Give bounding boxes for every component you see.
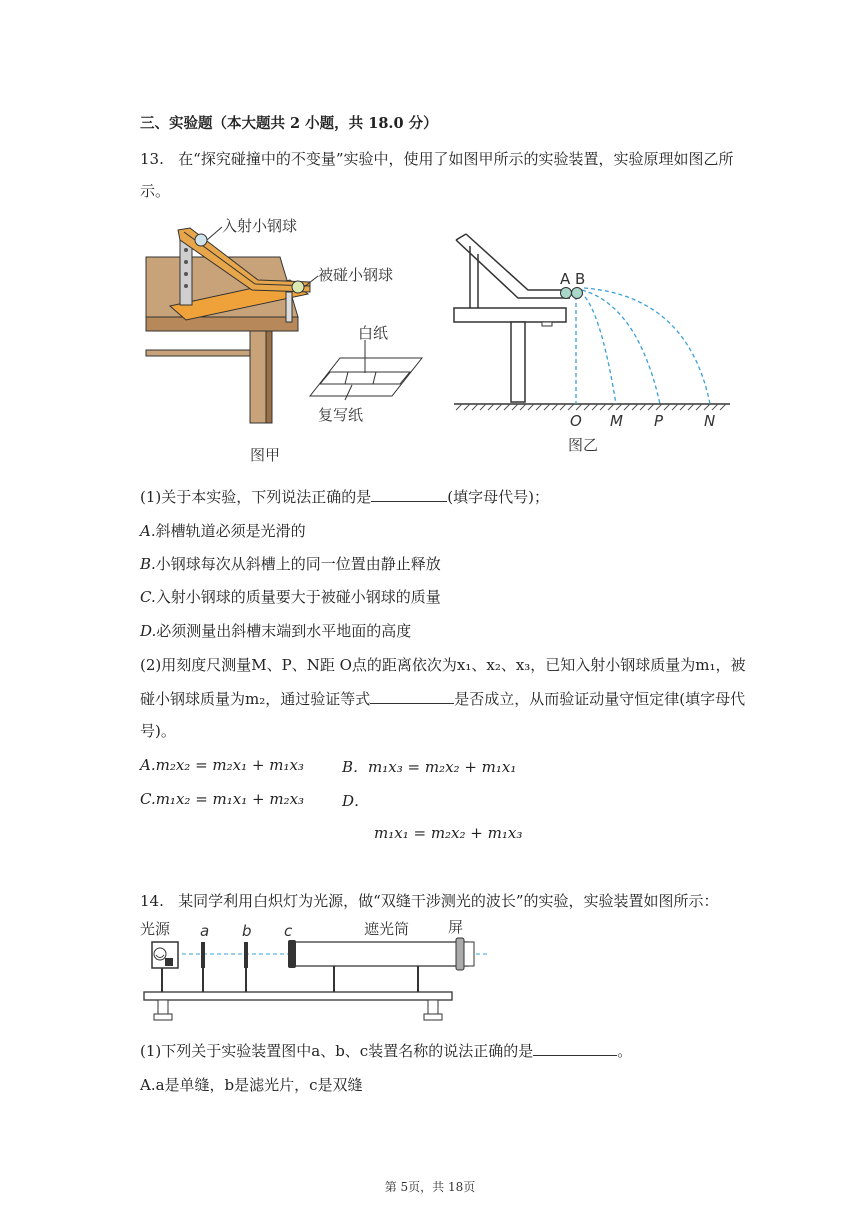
q13-eq-option-A: A.m₂x₂ = m₂x₁ + m₁x₃ [140,756,304,774]
q13-option-B: B.小钢球每次从斜槽上的同一位置由静止释放 [140,555,441,573]
point-N: N [704,412,716,430]
figure-double-slit [138,914,494,1030]
label-a: a [200,922,210,940]
q13-part2-line3: 号)。 [140,722,176,740]
label-screen: 屏 [448,918,464,936]
q13-option-A: A.斜槽轨道必须是光滑的 [140,522,306,540]
q13-eq-option-D-formula: m₁x₁ = m₂x₂ + m₁x₃ [374,824,523,842]
label-tube: 遮光筒 [364,920,410,938]
q13-eq-option-D: D． [342,792,370,810]
q13-eq-option-B: B．m₁x₃ = m₂x₂ + m₁x₁ [342,758,517,776]
label-c: c [284,922,293,940]
figure-jia [140,210,430,465]
figure-jia-caption: 图甲 [250,446,281,464]
q13-stem-text: 在“探究碰撞中的不变量”实验中，使用了如图甲所示的实验装置，实验原理如图乙所 [178,150,734,168]
q13-eq-option-C: C.m₁x₂ = m₁x₁ + m₂x₃ [140,790,305,808]
label-AB: A B [560,270,586,288]
q14-option-A: A.a是单缝，b是滤光片，c是双缝 [140,1076,363,1094]
q13-number: 13. [140,150,164,168]
label-carbon-paper: 复写纸 [318,406,364,424]
q13-part2-line2: 碰小钢球质量为m₂，通过验证等式 是否成立，从而验证动量守恒定律(填字母代 [140,690,746,708]
q14-part1-prompt: (1)下列关于实验装置图中a、b、c装置名称的说法正确的是 。 [140,1042,633,1060]
answer-blank [370,689,454,704]
label-light-source: 光源 [140,920,171,938]
q14-stem: 14. 某同学利用白炽灯为光源，做“双缝干涉测光的波长”的实验，实验装置如图所示： [140,892,719,910]
q13-stem-line1 [140,148,734,169]
label-white-paper: 白纸 [358,324,389,342]
answer-blank [533,1041,617,1056]
q14-number: 14. [140,892,164,910]
point-P: P [654,412,664,430]
answer-blank [371,487,447,502]
section-heading: 三、实验题（本大题共 2 小题，共 18.0 分） [140,115,438,132]
figure-yi-caption: 图乙 [568,436,599,454]
q13-option-D: D.必须测量出斜槽末端到水平地面的高度 [140,622,412,640]
point-O: O [570,412,582,430]
q13-part1-prompt: (1)关于本实验，下列说法正确的是 (填字母代号)； [140,488,549,506]
label-b: b [242,922,252,940]
label-target-ball: 被碰小钢球 [318,266,394,284]
page-footer: 第 5页，共 18页 [384,1180,476,1194]
q13-part2-line1: (2)用刻度尺测量M、P、N距 O点的距离依次为x₁、x₂、x₃，已知入射小钢球质量为m₁，被 [140,656,746,674]
figure-yi [448,226,738,456]
q13-option-C: C.入射小钢球的质量要大于被碰小钢球的质量 [140,588,441,606]
q13-stem-line2: 示。 [140,182,171,200]
label-incident-ball: 入射小钢球 [222,217,298,235]
point-M: M [610,412,623,430]
